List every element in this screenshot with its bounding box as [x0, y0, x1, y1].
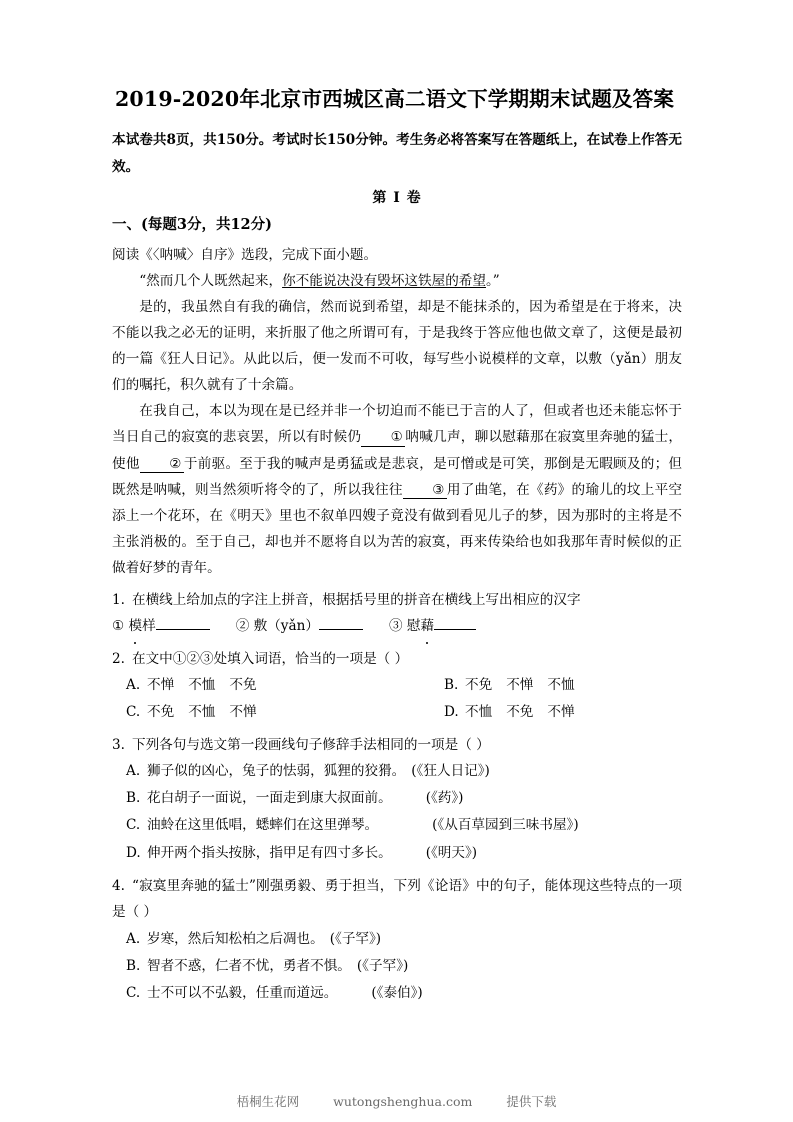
q3-option-c-text: 油蛉在这里低唱，蟋蟀们在这里弹琴。 — [147, 817, 379, 834]
option-a-word-3: 不免 — [229, 677, 257, 694]
quote-underlined: 你不能说决没有毁坏这铁屋的希望 — [282, 272, 486, 289]
footer-site-name: 梧桐生花网 — [236, 1094, 300, 1109]
question-4-stem: “寂寞里奔驰的猛士”刚强勇毅、勇于担当，下列《论语》中的句子，能体现这些特点的一项是（ ） — [112, 877, 682, 921]
q4-option-c-cite: (《泰伯》) — [371, 985, 423, 1002]
q3-option-a-text: 狮子似的凶心，兔子的怯弱，狐狸的狡猾。 — [147, 763, 406, 780]
q4-option-c-label: C. — [126, 985, 141, 1002]
q3-option-b-cite: (《药》) — [425, 790, 464, 807]
pinyin-marker-1: ① — [112, 618, 125, 635]
question-2 — [112, 646, 682, 673]
passage-seg-3: 于前驱。至于我的喊声是勇猛或是悲哀，是可憎或是可笑，那倒是无暇顾及的；但既然是呐喊，则当然须听将令的了，所以我往往 — [112, 455, 683, 498]
option-c-word-3: 不惮 — [229, 704, 257, 720]
question-2-number: 2. — [112, 650, 125, 667]
option-d-word-1: 不恤 — [465, 704, 493, 720]
volume-heading: 第 Ⅰ 卷 — [372, 190, 422, 207]
option-b-words — [465, 677, 575, 693]
option-d-word-2: 不免 — [506, 704, 534, 720]
q3-option-a-label: A. — [126, 763, 141, 780]
q4-option-a-label: A. — [126, 930, 141, 947]
option-a-word-2: 不恤 — [188, 677, 216, 694]
pinyin-word-3-pre: 慰 — [406, 618, 421, 635]
option-d-words — [465, 704, 575, 720]
pinyin-item-2 — [236, 613, 363, 640]
question-1-stem: 在横线上给加点的字注上拼音，根据括号里的拼音在横线上写出相应的汉字 — [132, 591, 581, 608]
q3-option-d-cite: (《明天》) — [425, 844, 478, 861]
option-a[interactable] — [126, 672, 257, 699]
question-3 — [112, 732, 682, 759]
question-3-option-b[interactable] — [112, 785, 682, 812]
option-b-word-1: 不免 — [465, 677, 493, 694]
option-c-word-2: 不恤 — [188, 704, 216, 720]
passage-blank-1[interactable]: ① — [361, 430, 405, 447]
option-b-word-3: 不恤 — [547, 677, 575, 694]
q3-option-d-text: 伸开两个指头按脉，指甲足有四寸多长。 — [147, 844, 392, 861]
option-a-label: A. — [126, 677, 141, 694]
option-b-word-2: 不惮 — [506, 677, 534, 694]
option-a-words — [147, 677, 257, 693]
option-c[interactable] — [126, 699, 257, 726]
option-c-word-1: 不免 — [147, 704, 175, 720]
question-4 — [112, 873, 682, 926]
section-heading: 一、(每题3分，共12分) — [112, 216, 272, 234]
q4-option-c-text: 士不可以不弘毅，任重而道远。 — [147, 985, 338, 1002]
q4-option-a-text: 岁寒，然后知松柏之后凋也。 — [147, 930, 324, 947]
reading-prompt: 阅读《〈呐喊〉自序》选段，完成下面小题。 — [112, 246, 378, 263]
question-2-options-row-1 — [112, 672, 682, 699]
quote-close: 。” — [485, 272, 500, 289]
page-title: 2019-2020年北京市西城区高二语文下学期期末试题及答案 — [114, 87, 675, 111]
q4-option-a-cite: (《子罕》) — [329, 930, 382, 947]
question-4-option-b[interactable] — [112, 953, 682, 980]
q3-option-c-cite: (《从百草园到三味书屋》) — [432, 817, 579, 834]
pinyin-word-2: 敷（yǎn） — [253, 618, 319, 635]
pinyin-word-1-post: 样 — [142, 618, 156, 635]
question-3-number: 3. — [112, 736, 125, 753]
option-c-label: C. — [126, 704, 141, 720]
pinyin-item-1 — [112, 613, 210, 640]
q4-option-b-cite: (《子罕》) — [356, 957, 409, 974]
q3-option-c-label: C. — [126, 817, 141, 834]
q3-option-a-cite: (《狂人日记》) — [411, 763, 490, 780]
passage-quote — [112, 268, 682, 294]
question-1-number: 1. — [112, 591, 125, 608]
pinyin-marker-2: ② — [235, 618, 250, 635]
question-4-option-a[interactable] — [112, 926, 682, 953]
question-4-option-c[interactable] — [112, 980, 682, 1007]
answer-line-2[interactable] — [319, 617, 363, 631]
option-a-word-1: 不惮 — [147, 677, 175, 694]
pinyin-item-3 — [389, 613, 476, 640]
option-c-words — [147, 704, 257, 720]
question-3-stem: 下列各句与选文第一段画线句子修辞手法相同的一项是（ ） — [132, 736, 490, 753]
question-3-option-c[interactable] — [112, 812, 682, 839]
passage-seg-4: 用了曲笔，在《药》的瑜儿的坟上平空添上一个花环，在《明天》里也不叙单四嫂子竟没有做到看见儿子的梦，因为那时的主将是不主张消极的。至于自己，却也并不愿将自以为苦的寂寞，再来传染给也如我那年青时候似的正做着好梦的青年。 — [112, 481, 683, 576]
question-1 — [112, 587, 682, 614]
quote-open: “然而几个人既然起来， — [139, 272, 283, 289]
option-b-label: B. — [444, 677, 459, 694]
passage-paragraph-1: 是的，我虽然自有我的确信，然而说到希望，却是不能抹杀的，因为希望是在于将来，决不能以我之必无的证明，来折服了他之所谓可有，于是我终于答应他也做文章了，这便是最初的一篇《狂人日记》。从此以后，便一发而不可收，每写些小说模样的文章，以敷（yǎn）朋友们的嘱托，积久就有了十余篇。 — [112, 298, 682, 394]
passage-blank-2[interactable]: ② — [140, 457, 184, 474]
question-2-options-row-2 — [112, 699, 682, 726]
q3-option-b-label: B. — [126, 790, 141, 807]
option-d[interactable] — [444, 699, 575, 726]
question-4-number: 4. — [112, 877, 125, 894]
answer-line-1[interactable] — [156, 617, 210, 631]
q3-option-d-label: D. — [126, 844, 141, 861]
passage-blank-3[interactable]: ③ — [403, 483, 447, 500]
option-b[interactable] — [444, 672, 575, 699]
option-d-label: D. — [444, 704, 459, 720]
footer-site-url: wutongshenghua.com — [333, 1094, 473, 1109]
q4-option-b-text: 智者不惑，仁者不忧，勇者不惧。 — [147, 957, 351, 974]
question-2-stem: 在文中①②③处填入词语，恰当的一项是（ ） — [132, 650, 409, 667]
passage-paragraph-2 — [112, 398, 682, 581]
option-d-word-3: 不惮 — [547, 704, 575, 720]
question-1-answer-row — [112, 613, 682, 640]
footer-watermark — [0, 1092, 793, 1110]
pinyin-marker-3: ③ — [388, 618, 403, 635]
passage-seg-2: 呐喊几声，聊以慰藉那在寂寞里奔驰的猛士，使他 — [112, 429, 683, 472]
dotted-char-mo: 模 — [129, 613, 143, 640]
answer-line-3[interactable] — [434, 617, 476, 631]
passage-seg-1: 在我自己，本以为现在是已经并非一个切迫而不能已于言的人了，但或者也还未能忘怀于当日自己的寂寞的悲哀罢，所以有时候仍 — [112, 403, 682, 446]
question-3-option-d[interactable] — [112, 840, 682, 867]
q4-option-b-label: B. — [126, 957, 141, 974]
page-content — [112, 84, 682, 1007]
q3-option-b-text: 花白胡子一面说，一面走到康大叔面前。 — [147, 790, 392, 807]
footer-action: 提供下载 — [506, 1094, 557, 1109]
exam-instructions: 本试卷共8页，共150分。考试时长150分钟。考生务必将答案写在答题纸上，在试卷上作答无效。 — [112, 131, 682, 175]
question-3-option-a[interactable] — [112, 758, 682, 785]
dotted-char-jie: 藉 — [420, 613, 434, 640]
